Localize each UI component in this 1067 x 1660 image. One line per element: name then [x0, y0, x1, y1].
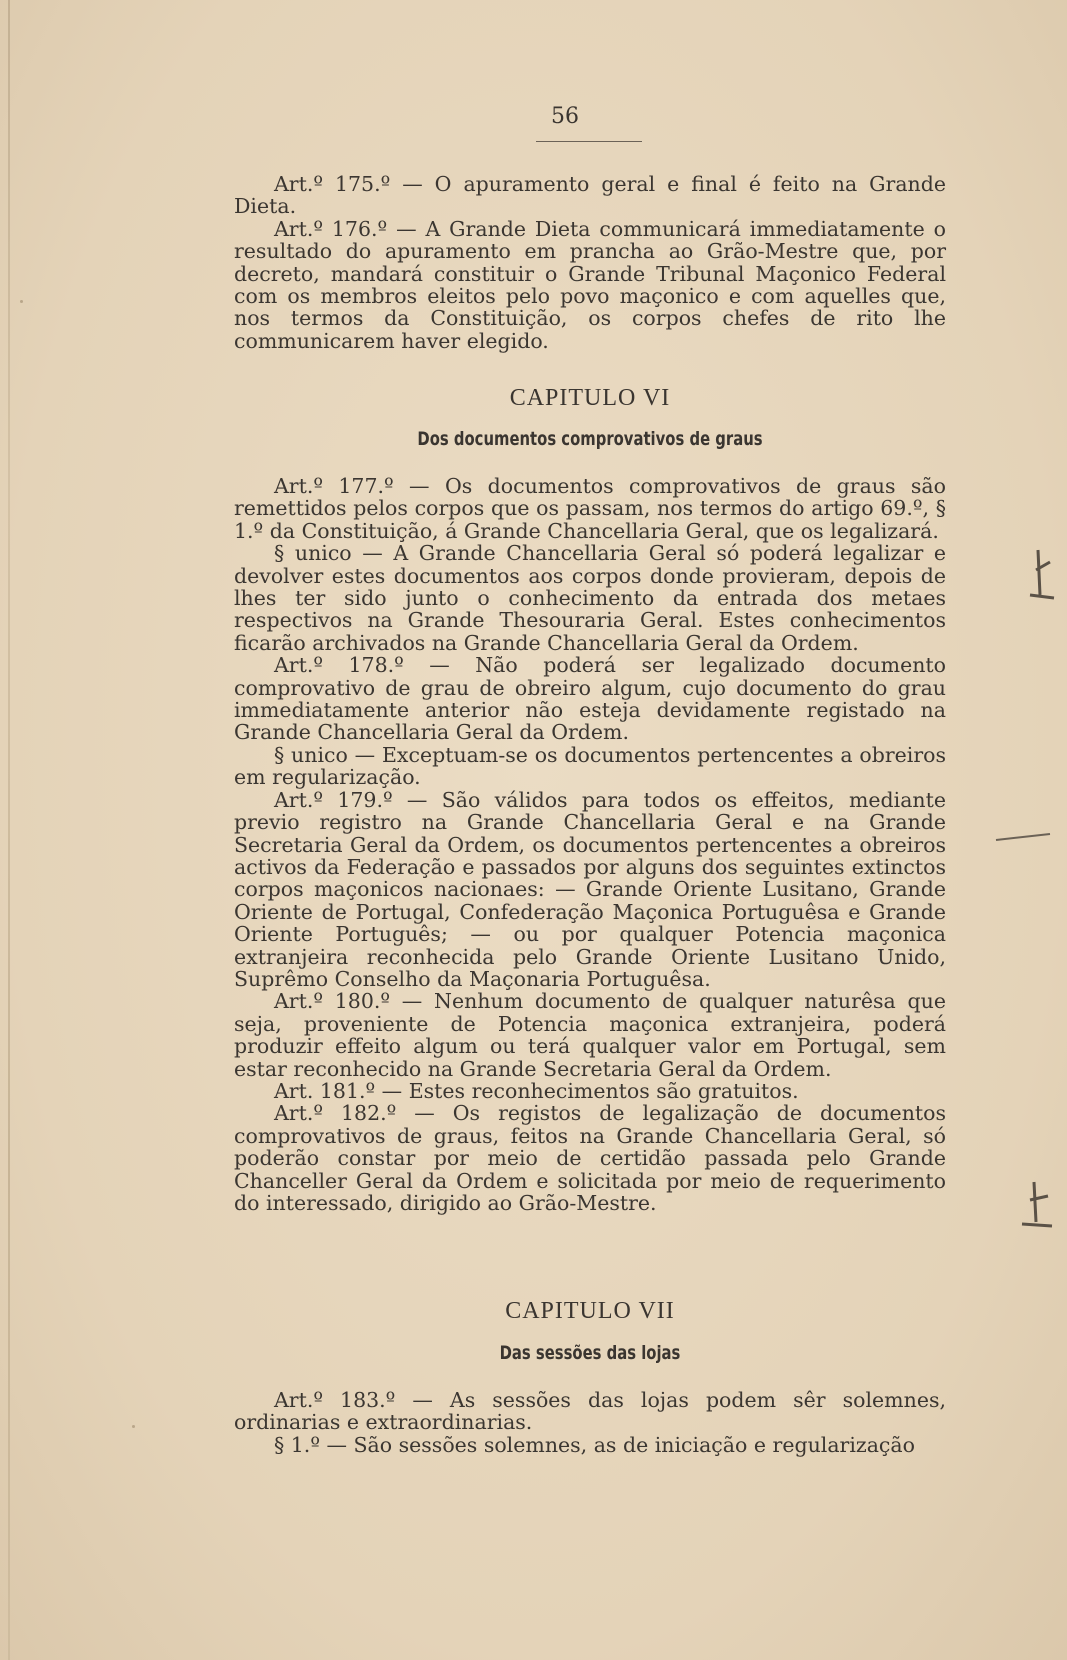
page-edge	[8, 0, 10, 1660]
chapter-heading-vi: CAPITULO VI	[509, 385, 671, 411]
margin-mark-icon-2	[992, 828, 1056, 848]
paragraph-art-176: Art.º 176.º — A Grande Dieta communicará immediatamente o resultado do apuramento em prancha ao Grão-Mestre que, por decreto, mandará constituir o Grande Tribunal Maçonico Federal com os membros eleitos pelo povo maçonico e com aquelles que, nos termos da Constituição, os corpos chefes de rito lhe communicarem haver elegido.	[234, 216, 946, 353]
paragraph-art-180: Art.º 180.º — Nenhum documento de qualquer naturêsa que seja, proveniente de Potencia maçonica extranjeira, poderá produzir effeito algum ou terá qualquer valor em Portugal, sem estar reconhecido na Grande Secretaria Geral da Ordem.	[234, 989, 946, 1081]
text-block-articles-175-176	[234, 173, 946, 352]
text-block-article-183	[234, 1389, 946, 1456]
paragraph-art-183-1: § 1.º — São sessões solemnes, as de iniciação e regularização	[274, 1432, 915, 1457]
paragraph-art-175: Art.º 175.º — O apuramento geral e final é feito na Grande Dieta.	[234, 172, 946, 219]
paragraph-art-178: Art.º 178.º — Não poderá ser legalizado documento comprovativo de grau de obreiro algum, cujo documento do grau immediatamente anterior não esteja devidamente registado na Grande Chancellaria Geral da Ordem.	[234, 653, 946, 745]
paper-speck	[132, 1425, 135, 1428]
chapter-title-vii: Das sessões das lojas	[499, 1342, 681, 1364]
paragraph-art-183: Art.º 183.º — As sessões das lojas podem sêr solemnes, ordinarias e extraordinarias.	[234, 1388, 946, 1435]
paragraph-art-178-unico: § unico — Exceptuam-se os documentos pertencentes a obreiros em regularização.	[234, 742, 946, 790]
paragraph-art-182: Art.º 182.º — Os registos de legalização de documentos comprovativos de graus, feitos na Grande Chancellaria Geral, só poderão constar por meio de certidão passada pelo Grande Chanceller Geral da Ordem e solicitada por meio de requerimento do interessado, dirigido ao Grão-Mestre.	[234, 1101, 946, 1215]
paragraph-art-177-unico: § unico — A Grande Chancellaria Geral só poderá legalizar e devolver estes documentos aos corpos donde provieram, depois de lhes ter sido junto o conhecimento da entrada dos metaes respectivos na Grande Thesouraria Geral. Estes conhecimentos ficarão archivados na Grande Chancellaria Geral da Ordem.	[234, 541, 946, 655]
paragraph-art-177: Art.º 177.º — Os documentos comprovativos de graus são remettidos pelos corpos que os passam, nos termos do artigo 69.º, § 1.º da Constituição, á Grande Chancellaria Geral, que os legalizará.	[234, 474, 946, 543]
header-rule	[536, 141, 642, 142]
paper-speck	[20, 300, 23, 303]
text-block-articles-177-182	[234, 475, 946, 1214]
margin-mark-icon-3	[1008, 1170, 1056, 1240]
chapter-title-vi: Dos documentos comprovativos de graus	[417, 428, 763, 450]
chapter-heading-vii: CAPITULO VII	[505, 1298, 675, 1324]
paragraph-art-181: Art. 181.º — Estes reconhecimentos são gratuitos.	[274, 1078, 799, 1103]
page-number: 56	[551, 104, 579, 129]
paragraph-art-179: Art.º 179.º — São válidos para todos os effeitos, mediante previo registro na Grande Chancellaria Geral e na Grande Secretaria Geral da Ordem, os documentos pertencentes a obreiros activos da Federação e passados por alguns dos seguintes extinctos corpos maçonicos nacionaes: — Grande Oriente Lusitano, Grande Oriente de Portugal, Confederação Maçonica Portuguêsa e Grande Oriente Português; — ou por qualquer Potencia maçonica extranjeira reconhecida pelo Grande Oriente Lusitano Unido, Suprêmo Conselho da Maçonaria Portuguêsa.	[234, 787, 946, 991]
margin-mark-icon	[1010, 540, 1058, 610]
